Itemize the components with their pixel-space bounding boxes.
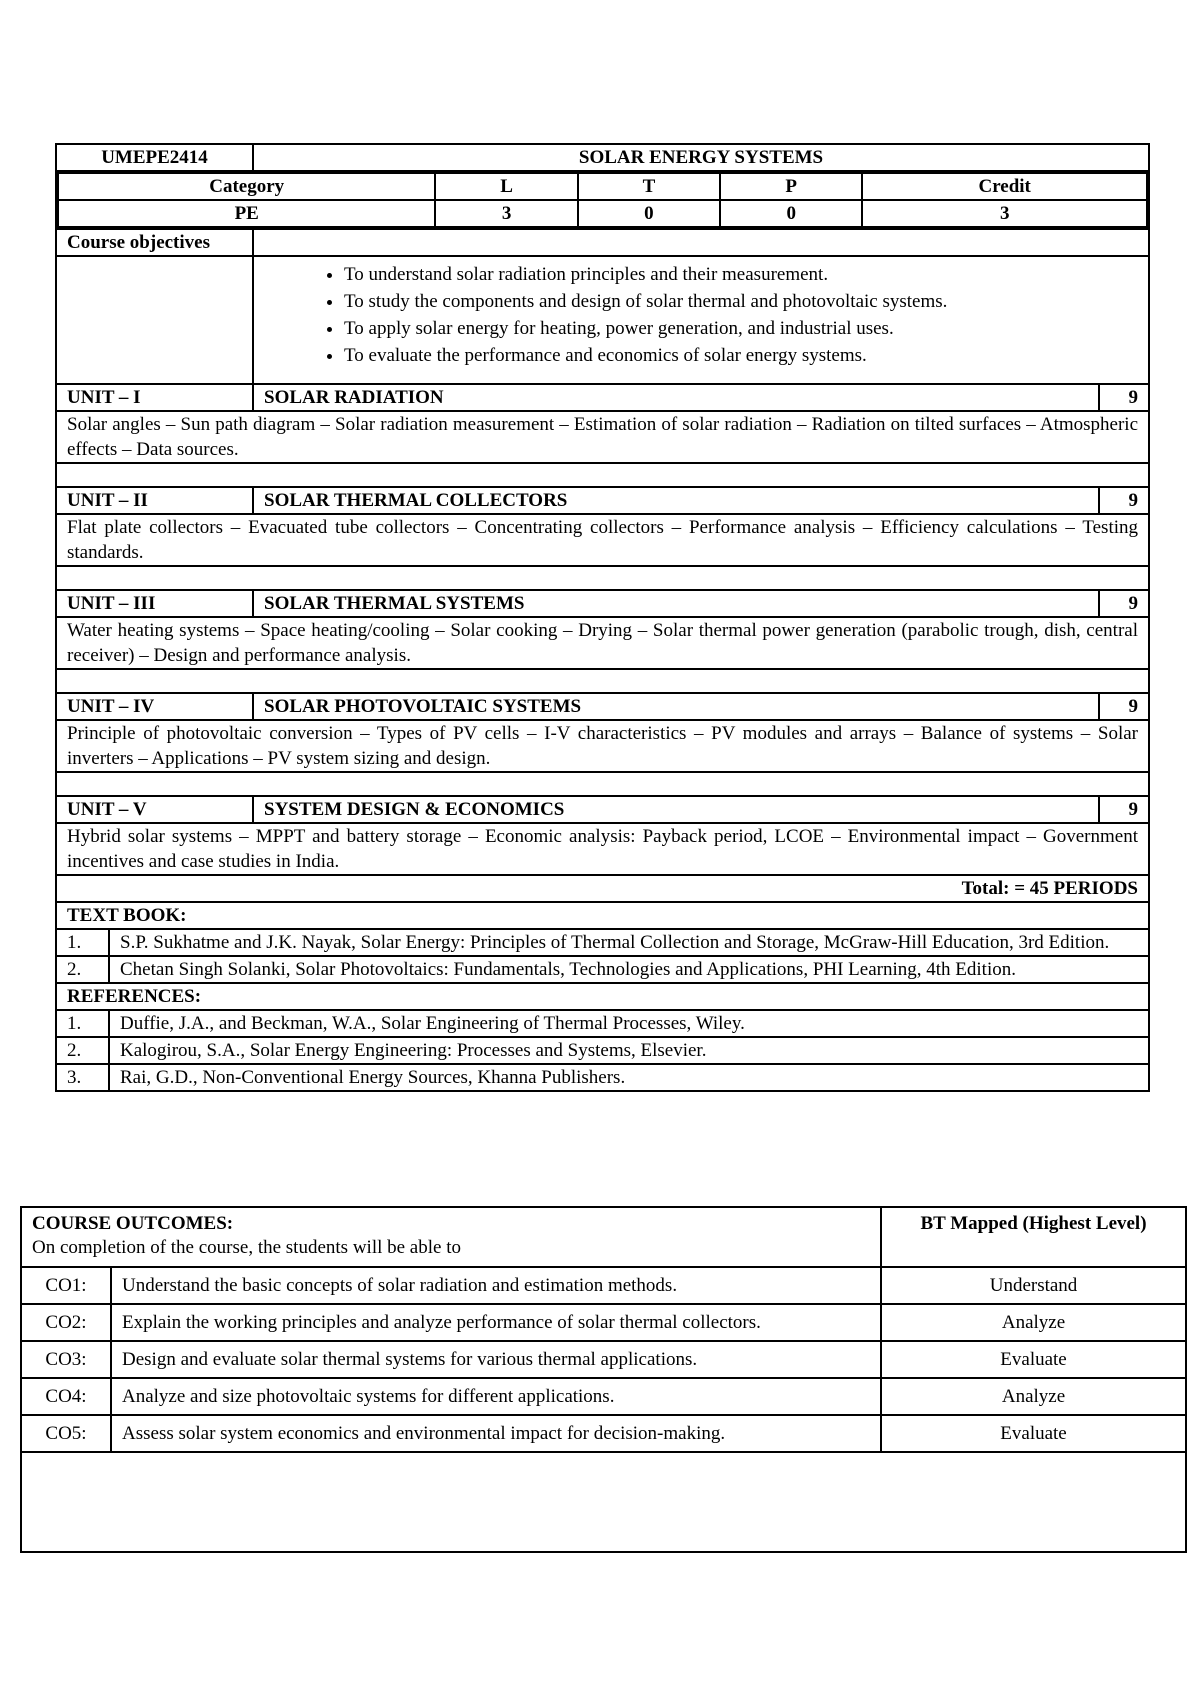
reference-number: 3. bbox=[57, 1065, 109, 1090]
unit-content-row bbox=[56, 411, 1149, 463]
outcome-text: Analyze and size photovoltaic systems for different applications. bbox=[111, 1378, 881, 1415]
ltpc-header-credit: Credit bbox=[862, 173, 1147, 200]
reference-text: Duffie, J.A., and Beckman, W.A., Solar Engineering of Thermal Processes, Wiley. bbox=[120, 1013, 745, 1034]
unit-content: Hybrid solar systems – MPPT and battery storage – Economic analysis: Payback period, LCOE – Environmental impact – Government incentives and case studies in India. bbox=[56, 823, 1149, 875]
objectives-row bbox=[56, 256, 1149, 384]
textbook-number: 2. bbox=[57, 957, 109, 982]
unit-title: SOLAR THERMAL COLLECTORS bbox=[253, 487, 1099, 514]
objective-item: • To evaluate the performance and economics of solar energy systems. bbox=[344, 342, 1138, 369]
spacer-row bbox=[56, 566, 1149, 590]
unit-header-row bbox=[56, 384, 1149, 411]
unit-content: Principle of photovoltaic conversion – Types of PV cells – I-V characteristics – PV modules and arrays – Balance of systems – Solar inverters – Applications – PV system sizing and design. bbox=[56, 720, 1149, 772]
unit-number: UNIT – III bbox=[56, 590, 253, 617]
reference-number: 2. bbox=[57, 1038, 109, 1063]
unit-content-row bbox=[56, 514, 1149, 566]
ltpc-row bbox=[56, 171, 1149, 229]
unit-content: Flat plate collectors – Evacuated tube collectors – Concentrating collectors – Performance analysis – Efficiency calculations – Testing standards. bbox=[56, 514, 1149, 566]
outcome-row bbox=[21, 1378, 1186, 1415]
outcome-code: CO4: bbox=[21, 1378, 111, 1415]
unit-hours: 9 bbox=[1099, 487, 1149, 514]
bt-mapped-header: BT Mapped (Highest Level) bbox=[881, 1207, 1186, 1267]
objective-item: • To study the components and design of solar thermal and photovoltaic systems. bbox=[344, 288, 1138, 315]
outcome-text: Understand the basic concepts of solar radiation and estimation methods. bbox=[111, 1267, 881, 1304]
ltpc-header-l: L bbox=[435, 173, 577, 200]
outcome-text: Assess solar system economics and environmental impact for decision-making. bbox=[111, 1415, 881, 1452]
unit-hours: 9 bbox=[1099, 590, 1149, 617]
outcomes-subheading: On completion of the course, the students will be able to bbox=[32, 1237, 461, 1258]
objectives-label-row bbox=[56, 229, 1149, 256]
references-label-row bbox=[56, 983, 1149, 1010]
outcome-code: CO5: bbox=[21, 1415, 111, 1452]
unit-content: Solar angles – Sun path diagram – Solar radiation measurement – Estimation of solar radiation – Radiation on tilted surfaces – Atmospheric effects – Data sources. bbox=[56, 411, 1149, 463]
outcome-text: Explain the working principles and analyze performance of solar thermal collectors. bbox=[111, 1304, 881, 1341]
ltpc-value-category: PE bbox=[58, 200, 435, 227]
unit-content-row bbox=[56, 823, 1149, 875]
objectives-list bbox=[264, 261, 1138, 369]
outcome-text: Design and evaluate solar thermal systems for various thermal applications. bbox=[111, 1341, 881, 1378]
spacer-row bbox=[56, 463, 1149, 487]
objectives-label: Course objectives bbox=[56, 229, 253, 256]
outcome-bt-level: Analyze bbox=[881, 1378, 1186, 1415]
unit-number: UNIT – I bbox=[56, 384, 253, 411]
unit-content-row bbox=[56, 617, 1149, 669]
unit-number: UNIT – II bbox=[56, 487, 253, 514]
reference-number: 1. bbox=[57, 1011, 109, 1036]
unit-title: SOLAR RADIATION bbox=[253, 384, 1099, 411]
unit-content-row bbox=[56, 720, 1149, 772]
unit-hours: 9 bbox=[1099, 796, 1149, 823]
spacer-row bbox=[56, 669, 1149, 693]
textbook-row bbox=[56, 929, 1149, 956]
outcome-row bbox=[21, 1341, 1186, 1378]
outcome-bt-level: Analyze bbox=[881, 1304, 1186, 1341]
unit-content: Water heating systems – Space heating/cooling – Solar cooking – Drying – Solar thermal power generation (parabolic trough, dish, central receiver) – Design and performance analysis. bbox=[56, 617, 1149, 669]
objective-item: • To understand solar radiation principles and their measurement. bbox=[344, 261, 1138, 288]
unit-header-row bbox=[56, 590, 1149, 617]
textbook-label-row bbox=[56, 902, 1149, 929]
objective-item: • To apply solar energy for heating, power generation, and industrial uses. bbox=[344, 315, 1138, 342]
unit-title: SOLAR PHOTOVOLTAIC SYSTEMS bbox=[253, 693, 1099, 720]
textbook-number: 1. bbox=[57, 930, 109, 955]
unit-header-row bbox=[56, 796, 1149, 823]
ltpc-value-p: 0 bbox=[720, 200, 862, 227]
outcome-row bbox=[21, 1415, 1186, 1452]
ltpc-value-t: 0 bbox=[578, 200, 720, 227]
reference-row bbox=[56, 1037, 1149, 1064]
references-label: REFERENCES: bbox=[56, 983, 1149, 1010]
outcomes-heading: COURSE OUTCOMES: bbox=[32, 1213, 234, 1234]
course-outcomes-table bbox=[20, 1206, 1185, 1553]
textbook-label: TEXT BOOK: bbox=[56, 902, 1149, 929]
ltpc-header-category: Category bbox=[58, 173, 435, 200]
textbook-row bbox=[56, 956, 1149, 983]
outcome-code: CO3: bbox=[21, 1341, 111, 1378]
unit-hours: 9 bbox=[1099, 693, 1149, 720]
unit-header-row bbox=[56, 693, 1149, 720]
outcome-row bbox=[21, 1304, 1186, 1341]
unit-title: SYSTEM DESIGN & ECONOMICS bbox=[253, 796, 1099, 823]
reference-row bbox=[56, 1010, 1149, 1037]
outcomes-header-row bbox=[21, 1207, 1186, 1267]
reference-text: Rai, G.D., Non-Conventional Energy Sources, Khanna Publishers. bbox=[120, 1067, 626, 1088]
unit-number: UNIT – V bbox=[56, 796, 253, 823]
unit-title: SOLAR THERMAL SYSTEMS bbox=[253, 590, 1099, 617]
textbook-text: Chetan Singh Solanki, Solar Photovoltaics: Fundamentals, Technologies and Applications, PHI Learning, 4th Edition. bbox=[120, 959, 1016, 980]
outcome-bt-level: Evaluate bbox=[881, 1341, 1186, 1378]
reference-text: Kalogirou, S.A., Solar Energy Engineering: Processes and Systems, Elsevier. bbox=[120, 1040, 707, 1061]
total-periods: Total: = 45 PERIODS bbox=[56, 875, 1149, 902]
course-code: UMEPE2414 bbox=[56, 144, 253, 171]
ltpc-value-l: 3 bbox=[435, 200, 577, 227]
ltpc-header-t: T bbox=[578, 173, 720, 200]
outcome-bt-level: Understand bbox=[881, 1267, 1186, 1304]
textbook-text: S.P. Sukhatme and J.K. Nayak, Solar Energy: Principles of Thermal Collection and Storage, McGraw-Hill Education, 3rd Edition. bbox=[120, 932, 1110, 953]
ltpc-value-credit: 3 bbox=[862, 200, 1147, 227]
course-title: SOLAR ENERGY SYSTEMS bbox=[253, 144, 1149, 171]
ltpc-table bbox=[57, 172, 1148, 228]
course-syllabus-table bbox=[55, 143, 1148, 1092]
course-header-row bbox=[56, 144, 1149, 171]
ltpc-header-p: P bbox=[720, 173, 862, 200]
unit-header-row bbox=[56, 487, 1149, 514]
outcomes-blank-row bbox=[21, 1452, 1186, 1552]
reference-row bbox=[56, 1064, 1149, 1091]
outcome-bt-level: Evaluate bbox=[881, 1415, 1186, 1452]
unit-number: UNIT – IV bbox=[56, 693, 253, 720]
total-row bbox=[56, 875, 1149, 902]
outcome-code: CO2: bbox=[21, 1304, 111, 1341]
spacer-row bbox=[56, 772, 1149, 796]
outcome-code: CO1: bbox=[21, 1267, 111, 1304]
unit-hours: 9 bbox=[1099, 384, 1149, 411]
outcome-row bbox=[21, 1267, 1186, 1304]
